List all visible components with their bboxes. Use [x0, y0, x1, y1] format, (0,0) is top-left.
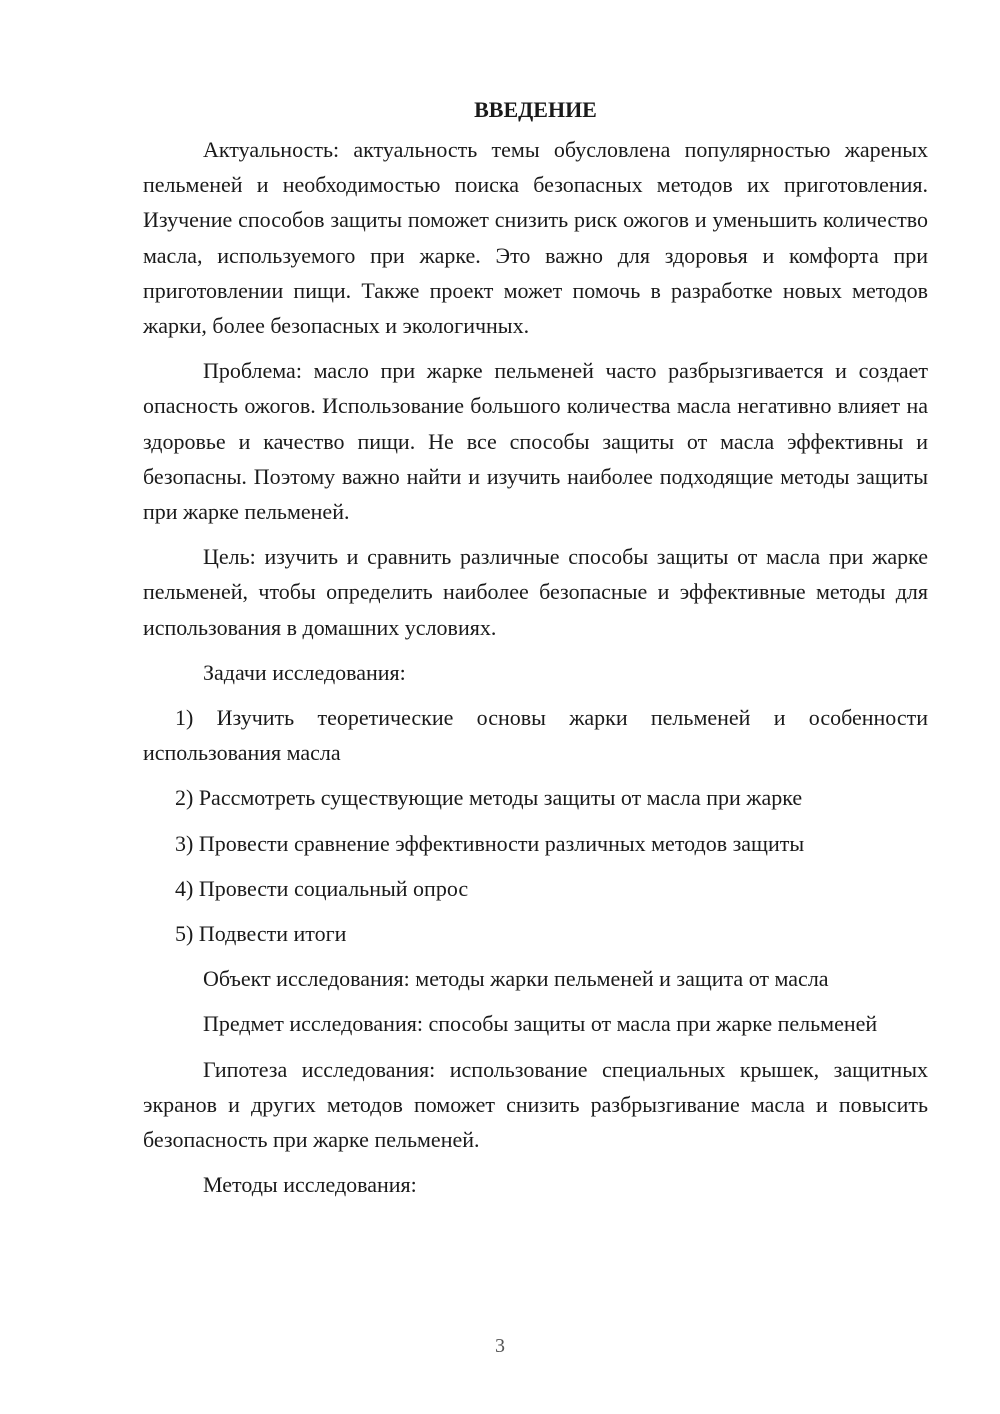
task-item: 5) Подвести итоги	[175, 921, 347, 947]
document-page	[143, 92, 928, 1212]
methods-heading: Методы исследования:	[203, 1172, 417, 1198]
document-title: ВВЕДЕНИЕ	[474, 97, 597, 122]
problem-paragraph: Проблема: масло при жарке пельменей часто разбрызгивается и создает опасность ожогов. Использование большого количества масла негативно влияет на здоровье и качество пищи. Не все способы защиты от масла эффективны и безопасны. Поэтому важно найти и изучить наиболее подходящие методы защиты при жарке пельменей.	[143, 358, 928, 525]
hypothesis-paragraph: Гипотеза исследования: использование специальных крышек, защитных экранов и других методов поможет снизить разбрызгивание масла и повысить безопасность при жарке пельменей.	[143, 1056, 928, 1153]
task-item: 3) Провести сравнение эффективности различных методов защиты	[175, 830, 805, 856]
object-paragraph: Объект исследования: методы жарки пельменей и защита от масла	[203, 966, 829, 992]
task-item: 1) Изучить теоретические основы жарки пельменей и особенности использования масла	[143, 705, 928, 766]
task-item: 2) Рассмотреть существующие методы защиты от масла при жарке	[175, 785, 803, 811]
page-number: 3	[495, 1335, 505, 1357]
goal-paragraph: Цель: изучить и сравнить различные способы защиты от масла при жарке пельменей, чтобы определить наиболее безопасные и эффективные методы для использования в домашних условиях.	[143, 544, 928, 640]
subject-paragraph: Предмет исследования: способы защиты от масла при жарке пельменей	[203, 1011, 878, 1037]
relevance-paragraph: Актуальность: актуальность темы обусловлена популярностью жареных пельменей и необходимостью поиска безопасных методов их приготовления. Изучение способов защиты поможет снизить риск ожогов и уменьшить количество масла, используемого при жарке. Это важно для здоровья и комфорта при приготовлении пищи. Также проект может помочь в разработке новых методов жарки, более безопасных и экологичных.	[143, 137, 928, 339]
task-item: 4) Провести социальный опрос	[175, 875, 469, 901]
tasks-heading: Задачи исследования:	[203, 659, 406, 685]
